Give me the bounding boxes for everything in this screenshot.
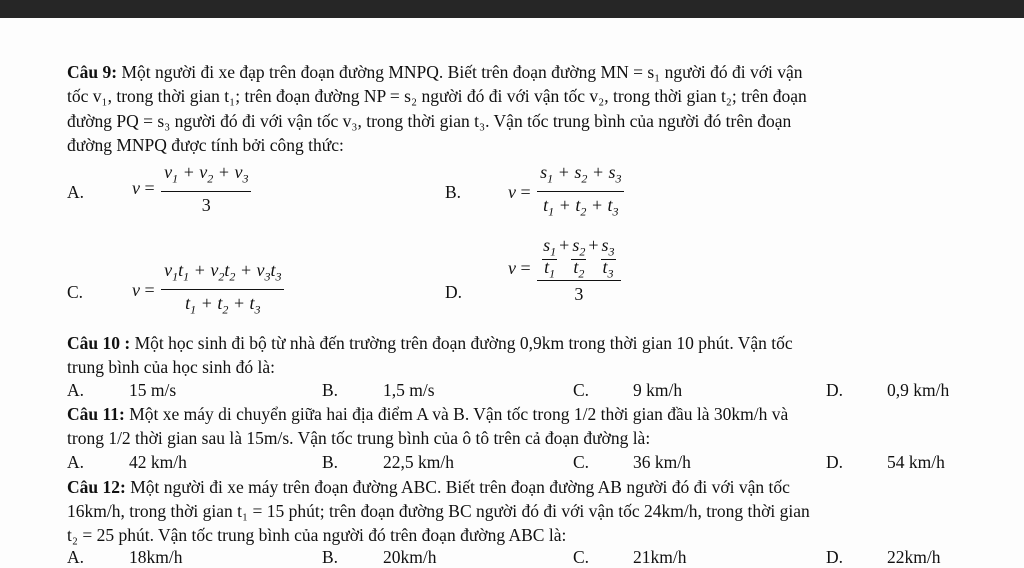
q12-option-d-value: 22km/h [887,547,941,567]
q10-option-c-label: C. [573,380,590,400]
q11-option-c-value: 36 km/h [633,452,691,472]
q9-formula-a: v = $\frac{v_1 + v_2 + v_3}{3}$ [132,160,251,218]
q11-option-d-value: 54 km/h [887,452,945,472]
q10-option-c-value: 9 km/h [633,380,683,400]
q9-option-b-label: B. [445,182,462,202]
q10-label: Câu 10 : [67,333,131,353]
q11-option-c-label: C. [573,452,590,472]
q10-line-2: trung bình của học sinh đó là: [67,357,276,377]
q9-line-3: đường PQ = s₃ người đó đi với vận tốc v₃, trong thời gian t₃. Vận tốc trung bình của người đó trên đoạn [67,111,792,131]
q12-option-a-value: 18km/h [129,547,183,567]
q9-label: Câu 9: [67,62,118,82]
q9-line-2: tốc v₁, trong thời gian t₁; trên đoạn đường NP = s₂ người đó đi với vận tốc v₂, trong thời gian t₂; trên đoạn [67,86,807,106]
q11-line-2: trong 1/2 thời gian sau là 15m/s. Vận tốc trung bình của ô tô trên cả đoạn đường là: [67,428,651,448]
q12-text-1: Một người đi xe máy trên đoạn đường ABC. Biết trên đoạn đường AB người đó đi với vận tốc [130,477,790,497]
q12-option-c-label: C. [573,547,590,567]
q10-text-1: Một học sinh đi bộ từ nhà đến trường trên đoạn đường 0,9km trong thời gian 10 phút. Vận tốc [134,333,793,353]
q9-formula-c: v = $\frac{v_1t_1 + v_2t_2 + v_3t_3}{t_1 + t_2 + t_3}$ [132,258,284,322]
q9-option-c-label: C. [67,282,84,302]
q10-option-a-label: A. [67,380,85,400]
q12-option-b-label: B. [322,547,339,567]
q9-text-1: Một người đi xe đạp trên đoạn đường MNPQ. Biết trên đoạn đường MN = s₁ người đó đi với vận [121,62,803,82]
q9-option-d-label: D. [445,282,463,302]
q10-line-1 [67,332,793,354]
q9-line-1 [67,61,802,83]
q10-option-d-value: 0,9 km/h [887,380,950,400]
q11-text-1: Một xe máy di chuyển giữa hai địa điểm A và B. Vận tốc trong 1/2 thời gian đầu là 30km/h và [129,404,789,424]
q11-option-d-label: D. [826,452,844,472]
q12-option-d-label: D. [826,547,844,567]
q10-option-b-value: 1,5 m/s [383,380,435,400]
q9-formula-a-denominator: 3 [201,194,211,215]
q12-option-a-label: A. [67,547,85,567]
q9-formula-b: v = $\frac{s_1 + s_2 + s_3}{t_1 + t_2 + t_3}$ [508,160,624,224]
q12-option-b-value: 20km/h [383,547,437,567]
q9-formula-d-denominator: 3 [574,284,584,305]
q11-option-b-label: B. [322,452,339,472]
q11-label: Câu 11: [67,404,125,424]
q9-formula-d: v = $\frac{s_1}{t_1}$ + $\frac{s_2}{t_2}$ + $\frac{s_3}{t_3}$ 3 [508,230,621,307]
q9-line-4: đường MNPQ được tính bởi công thức: [67,135,344,155]
q12-line-1 [67,476,790,498]
q10-option-d-label: D. [826,380,844,400]
q12-line-2: 16km/h, trong thời gian t₁ = 15 phút; trên đoạn đường BC người đó đi với vận tốc 24km/h, trong thời gian [67,501,810,521]
q11-line-1 [67,403,788,425]
q11-option-b-value: 22,5 km/h [383,452,454,472]
q9-option-a-label: A. [67,182,85,202]
q11-option-a-label: A. [67,452,85,472]
q12-label: Câu 12: [67,477,126,497]
q12-line-3: t₂ = 25 phút. Vận tốc trung bình của người đó trên đoạn đường ABC là: [67,525,567,545]
q10-option-b-label: B. [322,380,339,400]
q12-option-c-value: 21km/h [633,547,687,567]
q11-option-a-value: 42 km/h [129,452,187,472]
q10-option-a-value: 15 m/s [129,380,177,400]
top-bar [0,0,1024,18]
